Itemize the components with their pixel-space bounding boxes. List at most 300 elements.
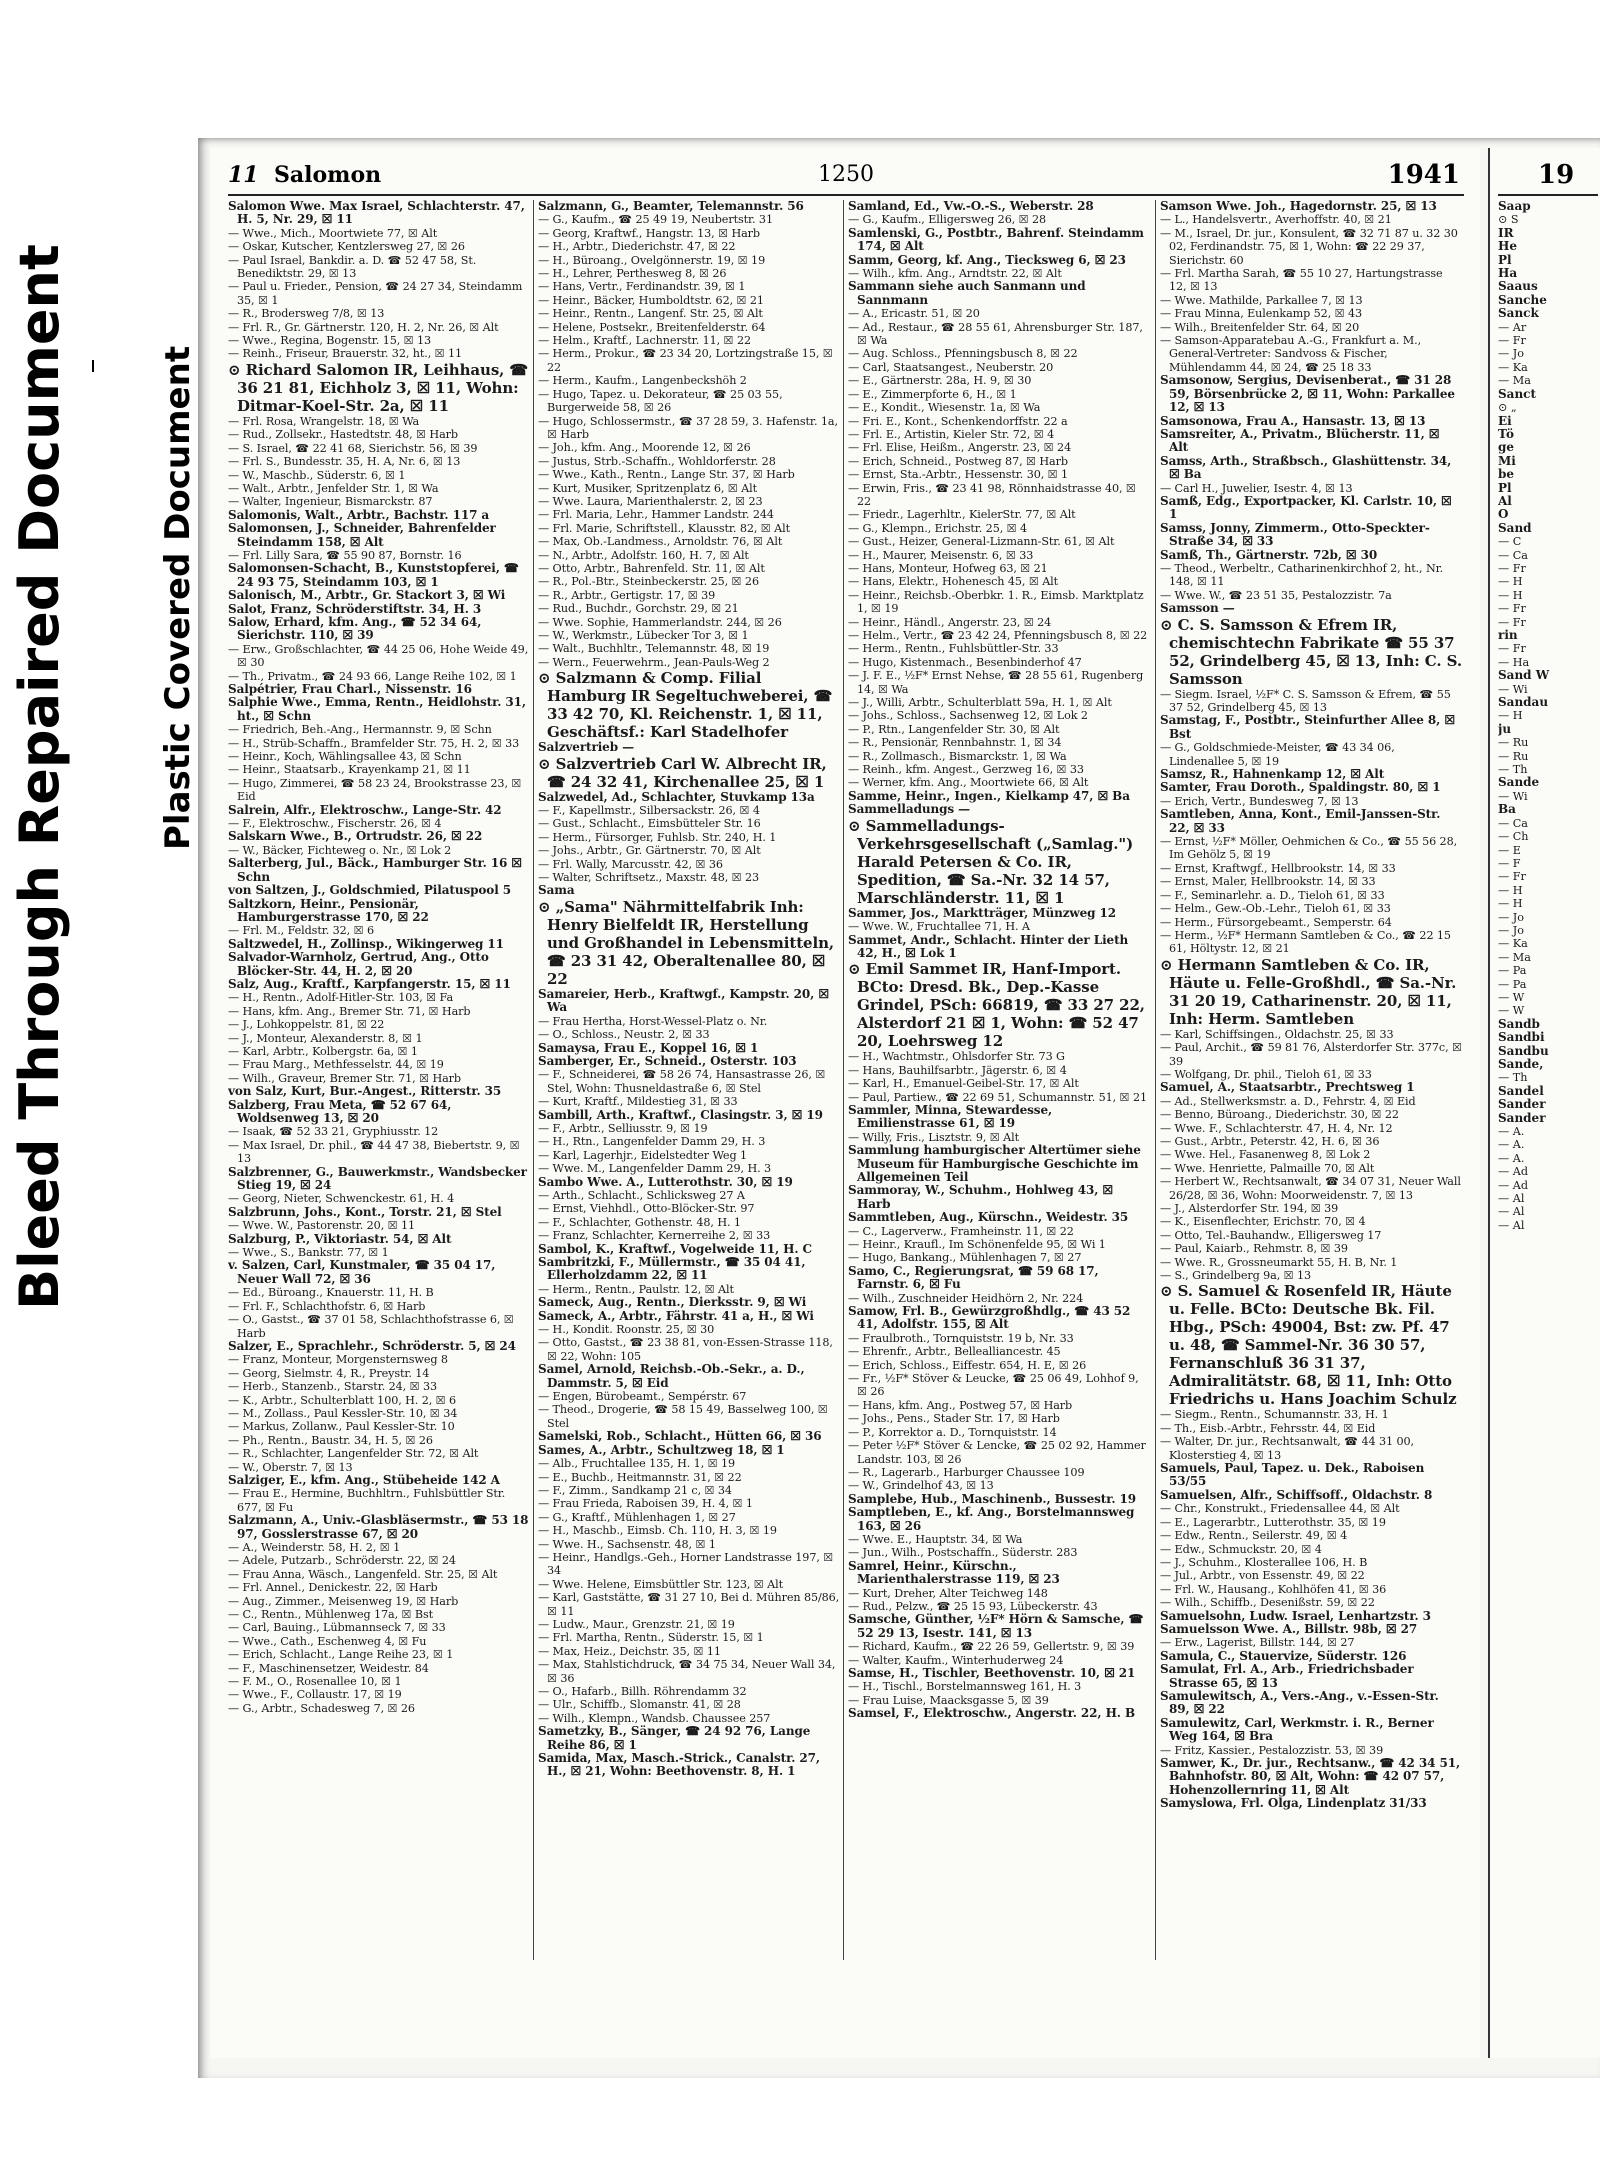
column-4 [1160, 200, 1462, 1960]
directory-entry: — Herm., Rentn., Fuhlsbüttler-Str. 33 [848, 642, 1059, 656]
directory-entry: von Saltzen, J., Goldschmied, Pilatuspool 5 [228, 883, 511, 898]
directory-entry: — Paul u. Frieder., Pension, ☎ 24 27 34, Steindamm 35, ☒ 1 [228, 280, 523, 307]
directory-entry: Sammet, Andr., Schlacht. Hinter der Lieth 42, H., ☒ Lok 1 [848, 932, 1129, 960]
directory-entry: — Ernst, Viehhdl., Otto-Blöcker-Str. 97 [538, 1202, 755, 1216]
column-2 [538, 200, 840, 1960]
directory-entry: von Salz, Kurt, Bur.-Angest., Ritterstr. 35 [228, 1084, 502, 1099]
directory-entry: Salvador-Warnholz, Gertrud, Ang., Otto Blöcker-Str. 44, H. 2, ☒ 20 [228, 950, 489, 978]
adjacent-entry: — Ad [1498, 1178, 1528, 1192]
directory-entry: ⊙ S. Samuel & Rosenfeld IR, Häute u. Felle. BCto: Deutsche Bk. Fil. Hbg., PSch: 49004, Bst: zw. Pf. 47 u. 48, ☎ Sammel-Nr. 36 30 57, Fernanschluß 36 31 37, Admiralitätstr. 68, ☒ 11, Inh: Otto Friedrichs u. Hans Joachim Schulz [1160, 1282, 1457, 1409]
directory-entry: — Karl, Gaststätte, ☎ 31 27 10, Bei d. Mühren 85/86, ☒ 11 [538, 1591, 840, 1618]
column-1 [228, 200, 530, 1960]
adjacent-entry: — Ch [1498, 830, 1529, 844]
directory-entry: — Otto, Gastst., ☎ 23 38 81, von-Essen-Strasse 118, ☒ 22, Wohn: 105 [538, 1336, 833, 1363]
directory-entry: Samsche, Günther, ½F* Hörn & Samsche, ☎ 52 29 13, Isestr. 141, ☒ 13 [848, 1612, 1144, 1640]
directory-entry: — R., Schlachter, Langenfelder Str. 72, ☒ Alt [228, 1447, 479, 1461]
bleed-through-notice: Bleed Through Repaired Document [8, 244, 71, 1310]
directory-entry: — Wwe. Laura, Marienthalerstr. 2, ☒ 23 [538, 494, 763, 508]
directory-entry: Salonisch, M., Arbtr., Gr. Stackort 3, ☒ Wi [228, 588, 506, 603]
directory-entry: Sammann siehe auch Sanmann und Sannmann [848, 279, 1086, 307]
directory-entry: — Helm., Kraftf., Lachnerstr. 11, ☒ 22 [538, 334, 751, 348]
directory-entry: — Otto, Arbtr., Bahrenfeld. Str. 11, ☒ Alt [538, 561, 765, 575]
directory-entry: Samwer, K., Dr. jur., Rechtsanw., ☎ 42 34 51, Bahnhofstr. 80, ☒ Alt, Wohn: ☎ 42 07 57, Hohenzollernring 11, ☒ Alt [1160, 1756, 1461, 1797]
adjacent-entry: — Ca [1498, 548, 1528, 562]
directory-entry: Samter, Frau Doroth., Spaldingstr. 80, ☒ 1 [1160, 780, 1441, 795]
directory-entry: — Hans, kfm. Ang., Bremer Str. 71, ☒ Harb [228, 1004, 471, 1018]
directory-entry: — Jun., Wilh., Postschaffn., Süderstr. 283 [848, 1546, 1078, 1560]
directory-entry: — Frl. Rosa, Wrangelstr. 18, ☒ Wa [228, 414, 420, 428]
directory-entry: — A., Ericastr. 51, ☒ 20 [848, 307, 980, 321]
directory-entry: Salomon Wwe. Max Israel, Schlachterstr. 47, H. 5, Nr. 29, ☒ 11 [228, 200, 525, 227]
directory-entry: — H., Büroang., Ovelgönnerstr. 19, ☒ 19 [538, 253, 766, 267]
directory-entry: — Ed., Büroang., Knauerstr. 11, H. B [228, 1286, 434, 1300]
directory-entry: — Erich, Schloss., Eiffestr. 654, H. E, ☒ 26 [848, 1358, 1087, 1372]
directory-entry: Samsel, F., Elektroschw., Angerstr. 22, H. B [848, 1706, 1136, 1721]
directory-page [210, 148, 1480, 2058]
adjacent-entry: — Jo [1498, 347, 1524, 361]
directory-entry: — H., Kondit. Roonstr. 25, ☒ 30 [538, 1323, 715, 1337]
adjacent-entry: Saaus [1498, 279, 1538, 294]
adjacent-entry: — E [1498, 843, 1521, 857]
adjacent-entry: Sande, [1498, 1057, 1544, 1071]
running-name: Salomon [274, 162, 382, 188]
directory-entry: — Engen, Bürobeamt., Sempérstr. 67 [538, 1390, 747, 1404]
directory-entry: Sameck, Aug., Rentn., Dierksstr. 9, ☒ Wi [538, 1295, 807, 1310]
directory-entry: — Johs., Pens., Stader Str. 17, ☒ Harb [848, 1412, 1060, 1426]
directory-entry: Salot, Franz, Schröderstiftstr. 34, H. 3 [228, 601, 482, 616]
adjacent-entry: Sander [1498, 1110, 1546, 1125]
directory-entry: — Walter, Schriftsetz., Maxstr. 48, ☒ 23 [538, 871, 760, 885]
directory-entry: Samsson — [1160, 601, 1235, 616]
directory-entry: — O., Schloss., Neustr. 2, ☒ 33 [538, 1028, 710, 1042]
directory-entry: — Herm., ½F* Hermann Samtleben & Co., ☎ 22 15 61, Höltystr. 12, ☒ 21 [1160, 928, 1451, 956]
directory-entry: Samel, Arnold, Reichsb.-Ob.-Sekr., a. D., Dammstr. 5, ☒ Eid [538, 1362, 805, 1390]
directory-entry: — F., Maschinensetzer, Weidestr. 84 [228, 1661, 429, 1675]
adjacent-entry: — W [1498, 990, 1525, 1004]
directory-entry: — Adele, Putzarb., Schröderstr. 22, ☒ 24 [228, 1554, 456, 1568]
directory-entry: — G., Kaufm., ☎ 25 49 19, Neubertstr. 31 [538, 213, 773, 227]
directory-entry: — Herm., Kaufm., Langenbeckshöh 2 [538, 374, 747, 388]
directory-entry: — E., Kondit., Wiesenstr. 1a, ☒ Wa [848, 401, 1041, 415]
directory-entry: Samland, Ed., Vw.-O.-S., Weberstr. 28 [848, 200, 1094, 213]
directory-entry: — Frl. S., Bundesstr. 35, H. A, Nr. 6, ☒ 13 [228, 455, 461, 469]
directory-entry: — Heinr., Bäcker, Humboldtstr. 62, ☒ 21 [538, 293, 764, 307]
adjacent-entry: Sanct [1498, 386, 1537, 401]
directory-entry: — Edw., Schmuckstr. 20, ☒ 4 [1160, 1542, 1322, 1556]
directory-entry: — Frl. Lilly Sara, ☎ 55 90 87, Bornstr. 16 [228, 548, 462, 562]
directory-entry: — Frl. Elise, Heißm., Angerstr. 23, ☒ 24 [848, 441, 1072, 455]
adjacent-entry: Sander [1498, 1097, 1546, 1112]
directory-entry: Salomonis, Walt., Arbtr., Bachstr. 117 a [228, 507, 490, 522]
directory-entry: — Wwe. W., ☎ 23 51 35, Pestalozzistr. 7a [1160, 588, 1392, 602]
adjacent-entry: — Fr [1498, 561, 1526, 575]
directory-entry: — Wwe. Sophie, Hammerlandstr. 244, ☒ 26 [538, 615, 782, 629]
column-3 [848, 200, 1150, 1960]
directory-entry: — Siegm. Israel, ½F* C. S. Samsson & Efrem, ☎ 55 37 52, Grindelberg 45, ☒ 13 [1160, 687, 1451, 714]
directory-entry: — Wwe. W., Pastorenstr. 20, ☒ 11 [228, 1219, 416, 1233]
directory-entry: — Aug. Schloss., Pfenningsbusch 8, ☒ 22 [848, 347, 1078, 361]
directory-entry: — Kurt, Dreher, Alter Teichweg 148 [848, 1586, 1048, 1600]
directory-entry: Samuels, Paul, Tapez. u. Dek., Raboisen 53/55 [1160, 1461, 1425, 1489]
directory-entry: — Herm., Rentn., Paulstr. 12, ☒ Alt [538, 1282, 734, 1296]
directory-entry: — Frl. Maria, Lehr., Hammer Landstr. 244 [538, 508, 774, 522]
directory-entry: — Rud., Pelzw., ☎ 25 15 93, Lübeckerstr. 43 [848, 1599, 1098, 1613]
directory-entry: Samplebe, Hub., Maschinenb., Bussestr. 19 [848, 1491, 1136, 1506]
adjacent-entry: Sandb [1498, 1016, 1540, 1031]
directory-entry: — F., Elektroschw., Fischerstr. 26, ☒ 4 [228, 817, 442, 831]
directory-entry: — Wwe. R., Grossneumarkt 55, H. B, Nr. 1 [1160, 1255, 1398, 1269]
adjacent-entry: Sand W [1498, 668, 1550, 683]
directory-entry: — Chr., Konstrukt., Friedensallee 44, ☒ Alt [1160, 1502, 1400, 1516]
directory-entry: — Herbert W., Rechtsanwalt, ☎ 34 07 31, Neuer Wall 26/28, ☒ 36, Wohn: Moorweidenstr. 7, ☒ 13 [1160, 1175, 1461, 1202]
directory-entry: — Wilh., Breitenfelder Str. 64, ☒ 20 [1160, 320, 1360, 334]
directory-entry: Saltzwedel, H., Zollinsp., Wikingerweg 11 [228, 936, 504, 951]
directory-entry: Salomonsen, J., Schneider, Bahrenfelder Steindamm 158, ☒ Alt [228, 521, 496, 549]
directory-entry: Sambritzki, F., Müllermstr., ☎ 35 04 41, Ellerholzdamm 22, ☒ 11 [538, 1255, 806, 1283]
directory-entry: ⊙ Richard Salomon IR, Leihhaus, ☎ 36 21 81, Eichholz 3, ☒ 11, Wohn: Ditmar-Koel-Str. 2a, ☒ 11 [228, 360, 529, 415]
directory-entry: — Frl. Marie, Schriftstell., Klausstr. 82, ☒ Alt [538, 521, 791, 535]
directory-entry: ⊙ Emil Sammet IR, Hanf-Import. BCto: Dresd. Bk., Dep.-Kasse Grindel, PSch: 66819, ☎ 33 27 22, Alsterdorf 21 ☒ 1, Wohn: ☎ 52 47 20, Loehrsweg 12 [848, 960, 1145, 1051]
adjacent-entry: — Ma [1498, 374, 1531, 388]
adjacent-entry: — Ru [1498, 749, 1529, 763]
directory-entry: ⊙ Hermann Samtleben & Co. IR, Häute u. Felle-Großhdl., ☎ Sa.-Nr. 31 20 19, Catharinenstr. 20, ☒ 11, Inh: Herm. Samtleben [1160, 955, 1457, 1028]
directory-entry: — Frl. Annel., Denickestr. 22, ☒ Harb [228, 1581, 438, 1595]
directory-entry: — Ludw., Maur., Grenzstr. 21, ☒ 19 [538, 1617, 735, 1631]
adjacent-entry: Al [1498, 493, 1512, 508]
directory-entry: — S., Grindelberg 9a, ☒ 13 [1160, 1269, 1312, 1283]
directory-entry: — Wwe. F., Schlachterstr. 47, H. 4, Nr. 12 [1160, 1121, 1393, 1135]
directory-entry: Samow, Frl. B., Gewürzgroßhdlg., ☎ 43 52 41, Adolfstr. 155, ☒ Alt [848, 1304, 1131, 1332]
directory-entry: — J., Alsterdorfer Str. 194, ☒ 39 [1160, 1202, 1339, 1215]
directory-entry: — J., Schuhm., Klosterallee 106, H. B [1160, 1555, 1368, 1569]
directory-entry: — Walter, Kaufm., Winterhuderweg 24 [848, 1653, 1064, 1667]
directory-entry: — Georg, Nieter, Schwenckestr. 61, H. 4 [228, 1192, 455, 1206]
adjacent-entry: — H [1498, 588, 1523, 602]
directory-entry: — Carl, Bauing., Lübmannseck 7, ☒ 33 [228, 1621, 446, 1635]
adjacent-entry: IR [1498, 225, 1514, 240]
directory-entry: — Herm., Fürsorgebeamt., Semperstr. 64 [1160, 915, 1392, 929]
adjacent-entry: — Pa [1498, 977, 1527, 991]
directory-entry: — H., Arbtr., Diederichstr. 47, ☒ 22 [538, 240, 736, 254]
directory-entry: — Hans, Elektr., Hohenesch 45, ☒ Alt [848, 575, 1059, 589]
directory-entry: — Helm., Vertr., ☎ 23 42 24, Pfenningsbusch 8, ☒ 22 [848, 629, 1148, 642]
directory-entry: — Frau Hertha, Horst-Wessel-Platz o. Nr. [538, 1014, 768, 1028]
directory-entry: Samida, Max, Masch.-Strick., Canalstr. 27, H., ☒ 21, Wohn: Beethovenstr. 8, H. 1 [538, 1751, 820, 1779]
directory-entry: — Max Israel, Dr. phil., ☎ 44 47 38, Biebertstr. 9, ☒ 13 [228, 1138, 520, 1166]
directory-entry: — Ernst, Maler, Hellbrookstr. 14, ☒ 33 [1160, 875, 1376, 889]
directory-entry: — Alb., Fruchtallee 135, H. 1, ☒ 19 [538, 1457, 736, 1471]
directory-entry: — Erich, Schlacht., Lange Reihe 23, ☒ 1 [228, 1648, 454, 1662]
directory-entry: — Reinh., kfm. Angest., Gerzweg 16, ☒ 33 [848, 763, 1084, 777]
directory-entry: Samsonow, Sergius, Devisenberat., ☎ 31 28 59, Börsenbrücke 2, ☒ 11, Wohn: Parkallee 12, ☒ 13 [1160, 373, 1455, 415]
directory-entry: — E., Zimmerpforte 6, H., ☒ 1 [848, 387, 1017, 401]
column-divider [533, 200, 534, 1960]
directory-entry: — Frau Minna, Eulenkamp 52, ☒ 43 [1160, 307, 1363, 321]
adjacent-entry: be [1498, 467, 1515, 482]
directory-entry: Saltzkorn, Heinr., Pensionär, Hamburgerstrasse 170, ☒ 22 [228, 896, 429, 924]
page-header [228, 162, 1468, 192]
directory-entry: — Paul, Kaiarb., Rehmstr. 8, ☒ 39 [1160, 1242, 1348, 1256]
directory-entry: — Wolfgang, Dr. phil., Tieloh 61, ☒ 33 [1160, 1067, 1372, 1081]
directory-entry: — Frl. E., Artistin, Kieler Str. 72, ☒ 4 [848, 427, 1055, 441]
running-number: 11 [228, 162, 259, 188]
directory-entry: Salz, Aug., Kraftf., Karpfangerstr. 15, ☒ 11 [228, 976, 511, 991]
directory-entry: — G., Kaufm., Elligersweg 26, ☒ 28 [848, 213, 1047, 227]
directory-entry: — Karl, H., Emanuel-Geibel-Str. 17, ☒ Alt [848, 1077, 1079, 1091]
directory-entry: — Oskar, Kutscher, Kentzlersweg 27, ☒ 26 [228, 240, 465, 254]
plastic-covered-notice: Plastic Covered Document [158, 345, 198, 850]
directory-entry: — Wilh., Graveur, Bremer Str. 71, ☒ Harb [228, 1071, 461, 1085]
directory-entry: Samsreiter, A., Privatm., Blücherstr. 11, ☒ Alt [1160, 426, 1440, 455]
directory-entry: — H., Wachtmstr., Ohlsdorfer Str. 73 G [848, 1050, 1065, 1064]
directory-entry: — Wwe., Regina, Bogenstr. 15, ☒ 13 [228, 334, 432, 348]
directory-entry: — Wwe., Kath., Rentn., Lange Str. 37, ☒ Harb [538, 468, 795, 482]
directory-entry: — Frl. Wally, Marcusstr. 42, ☒ 36 [538, 857, 723, 871]
directory-entry: — W., Bäcker, Fichteweg o. Nr., ☒ Lok 2 [228, 843, 452, 857]
directory-entry: — Frl. M., Feldstr. 32, ☒ 6 [228, 924, 374, 938]
directory-entry: — A., Weinderstr. 58, H. 2, ☒ 1 [228, 1541, 401, 1554]
directory-entry: — H., Lehrer, Perthesweg 8, ☒ 26 [538, 267, 727, 281]
directory-entry: — R., Lagerarb., Harburger Chaussee 109 [848, 1465, 1085, 1479]
directory-entry: Samstag, F., Postbtr., Steinfurther Allee 8, ☒ Bst [1160, 713, 1455, 741]
directory-entry: — Ulr., Schiffb., Slomanstr. 41, ☒ 28 [538, 1698, 741, 1712]
directory-entry: — Rud., Zollsekr., Hastedtstr. 48, ☒ Harb [228, 428, 458, 442]
directory-entry: Salzburg, P., Viktoriastr. 54, ☒ Alt [228, 1231, 452, 1246]
adjacent-entry: Ei [1498, 413, 1512, 428]
adjacent-entry: O [1498, 507, 1509, 522]
directory-entry: — F., Schneiderei, ☎ 58 26 74, Hansastrasse 26, ☒ Stel, Wohn: Thusneldastraße 6, ☒ Stel [538, 1068, 826, 1095]
directory-entry: Sammelladungs — [848, 802, 971, 817]
column-divider [843, 200, 844, 1960]
directory-entry: Samse, H., Tischler, Beethovenstr. 10, ☒ 21 [848, 1666, 1136, 1680]
directory-entry: — H., Maurer, Meisenstr. 6, ☒ 33 [848, 548, 1034, 562]
adjacent-entry: — H [1498, 575, 1523, 589]
directory-entry: — Benno, Büroang., Diederichstr. 30, ☒ 22 [1160, 1108, 1399, 1122]
directory-entry: Salzbrenner, G., Bauwerkmstr., Wandsbecker Stieg 19, ☒ 24 [228, 1164, 527, 1193]
adjacent-entry: — Fr [1498, 334, 1526, 348]
directory-entry: — K., Eisenflechter, Erichstr. 70, ☒ 4 [1160, 1215, 1366, 1229]
adjacent-entry: Mi [1498, 453, 1516, 468]
directory-entry: Samlenski, G., Postbtr., Bahrenf. Steindamm 174, ☒ Alt [848, 225, 1144, 254]
directory-entry: — Edw., Rentn., Seilerstr. 49, ☒ 4 [1160, 1529, 1348, 1543]
directory-entry: — F., Zimm., Sandkamp 21 c, ☒ 34 [538, 1483, 732, 1497]
adjacent-entry: — Fr [1498, 870, 1526, 884]
directory-entry: — Heinr., Händl., Angerstr. 23, ☒ 24 [848, 615, 1052, 629]
directory-entry: — Carl H., Juwelier, Isestr. 4, ☒ 13 [1160, 481, 1353, 495]
directory-entry: — Wwe., F., Collaustr. 17, ☒ 19 [228, 1688, 402, 1702]
directory-entry: — Ernst, Sta.-Arbtr., Hessenstr. 30, ☒ 1 [848, 468, 1069, 482]
directory-entry: — Gust., Heizer, General-Lizmann-Str. 61, ☒ Alt [848, 535, 1115, 549]
adjacent-entry: ge [1498, 440, 1515, 455]
directory-entry: — Joh., kfm. Ang., Moorende 12, ☒ 26 [538, 441, 751, 455]
directory-entry: Sambol, K., Kraftwf., Vogelweide 11, H. C [538, 1241, 812, 1256]
directory-entry: Samß, Th., Gärtnerstr. 72b, ☒ 30 [1160, 547, 1378, 562]
directory-entry: — Walter, Dr. jur., Rechtsanwalt, ☎ 44 31 00, Klosterstieg 4, ☒ 13 [1160, 1435, 1414, 1462]
directory-entry: — Helene, Postsekr., Breitenfelderstr. 64 [538, 320, 766, 334]
directory-entry: — Friedr., Lagerhltr., KielerStr. 77, ☒ Alt [848, 508, 1076, 522]
adjacent-entry: Sanck [1498, 306, 1539, 321]
directory-entry: — Otto, Tel.-Bauhandw., Elligersweg 17 [1160, 1228, 1382, 1242]
adjacent-entry: — H [1498, 897, 1523, 911]
directory-entry: — Erich, Schneid., Postweg 87, ☒ Harb [848, 454, 1068, 468]
adjacent-entry: Sandbi [1498, 1030, 1545, 1045]
directory-entry: — J. F. E., ½F* Ernst Nehse, ☎ 28 55 61, Rugenberg 14, ☒ Wa [848, 669, 1144, 696]
adjacent-page-edge [1488, 148, 1600, 2058]
directory-entry: Salzberg, Frau Meta, ☎ 52 67 64, Woldsenweg 13, ☒ 20 [228, 1097, 452, 1125]
directory-entry: — Wwe. Mathilde, Parkallee 7, ☒ 13 [1160, 293, 1363, 307]
directory-entry: — Ernst, ½F* Möller, Oehmichen & Co., ☎ 55 56 28, Im Gehölz 5, ☒ 19 [1160, 835, 1458, 862]
adjacent-entry: ju [1498, 721, 1512, 736]
directory-entry: — H., Rtn., Langenfelder Damm 29, H. 3 [538, 1135, 766, 1149]
directory-entry: — L., Handelsvertr., Averhoffstr. 40, ☒ 21 [1160, 213, 1392, 227]
adjacent-entry: ⊙ „ [1498, 401, 1517, 415]
directory-entry: — Siegm., Rentn., Schumannstr. 33, H. 1 [1160, 1408, 1389, 1422]
directory-entry: Salzmann, A., Univ.-Glasbläsermstr., ☎ 53 18 97, Gosslerstrasse 67, ☒ 20 [228, 1513, 529, 1541]
directory-entry: — Frau Marg., Methfesselstr. 44, ☒ 19 [228, 1058, 444, 1072]
scan-notice-tick [92, 360, 94, 372]
year: 1941 [1387, 160, 1460, 190]
directory-entry: Salzwedel, Ad., Schlachter, Stuvkamp 13a [538, 789, 815, 804]
directory-entry: — E., Lagerarbtr., Lutterothstr. 35, ☒ 19 [1160, 1515, 1386, 1529]
directory-entry: — Paul, Partiew., ☎ 22 69 51, Schumannstr. 51, ☒ 21 [848, 1090, 1147, 1104]
directory-entry: — Ernst, Kraftwgf., Hellbrookstr. 14, ☒ 33 [1160, 861, 1396, 875]
directory-entry: Samuel, A., Staatsarbtr., Prechtsweg 1 [1160, 1080, 1415, 1095]
adjacent-entry: Sandau [1498, 695, 1549, 710]
adjacent-entry: Saap [1498, 200, 1531, 213]
directory-entry: Samberger, Er., Schneid., Osterstr. 103 [538, 1053, 797, 1068]
directory-entry: Samtleben, Anna, Kont., Emil-Janssen-Str. 22, ☒ 33 [1160, 807, 1441, 835]
directory-entry: ⊙ Salzmann & Comp. Filial Hamburg IR Segeltuchweberei, ☎ 33 42 70, Kl. Reichenstr. 1, ☒ 11, Geschäftsf.: Karl Stadelhofer [538, 669, 833, 742]
directory-entry: — Hugo, Kistenmach., Besenbinderhof 47 [848, 655, 1082, 669]
directory-entry: — P., Rtn., Langenfelder Str. 30, ☒ Alt [848, 722, 1060, 736]
directory-entry: Sambill, Arth., Kraftwf., Clasingstr. 3, ☒ 19 [538, 1107, 823, 1122]
directory-entry: Salzer, E., Sprachlehr., Schröderstr. 5, ☒ 24 [228, 1338, 516, 1353]
directory-entry: — C., Lagerverw., Framheinstr. 11, ☒ 22 [848, 1224, 1074, 1238]
directory-entry: Salphie Wwe., Emma, Rentn., Heidlohstr. 31, ht., ☒ Schn [228, 695, 526, 723]
directory-entry: Samaysa, Frau E., Koppel 16, ☒ 1 [538, 1040, 759, 1055]
directory-entry: — K., Arbtr., Schulterblatt 100, H. 2, ☒ 6 [228, 1393, 457, 1407]
directory-entry: Sammoray, W., Schuhm., Hohlweg 43, ☒ Harb [848, 1183, 1114, 1211]
directory-entry: Sama [538, 883, 575, 898]
directory-entry: — J., Lohkoppelstr. 81, ☒ 22 [228, 1018, 385, 1032]
adjacent-entry: — Al [1498, 1192, 1525, 1206]
directory-entry: Samo, C., Regierungsrat, ☎ 59 68 17, Farnstr. 6, ☒ Fu [848, 1263, 1099, 1292]
directory-entry: — Max, Ob.-Landmess., Arnoldstr. 76, ☒ Alt [538, 535, 783, 549]
directory-entry: — P., Korrektor a. D., Tornquiststr. 14 [848, 1425, 1057, 1439]
directory-entry: — Georg, Sielmstr. 4, R., Preystr. 14 [228, 1366, 430, 1380]
directory-entry: — Heinr., Reichsb.-Oberbkr. 1. R., Eimsb. Marktplatz 1, ☒ 19 [848, 588, 1144, 616]
directory-entry: Salow, Erhard, kfm. Ang., ☎ 52 34 64, Sierichstr. 110, ☒ 39 [228, 614, 482, 643]
adjacent-entry: — F [1498, 856, 1521, 870]
directory-entry: Salskarn Wwe., B., Ortrudstr. 26, ☒ 22 [228, 829, 483, 844]
directory-entry: — Franz, Schlachter, Kernerreihe 2, ☒ 33 [538, 1229, 771, 1243]
adjacent-entry: Ba [1498, 802, 1516, 817]
directory-entry: — Wern., Feuerwehrm., Jean-Pauls-Weg 2 [538, 655, 770, 669]
directory-entry: — Frl. F., Schlachthofstr. 6, ☒ Harb [228, 1299, 426, 1313]
directory-entry: — Erw., Großschlachter, ☎ 44 25 06, Hohe Weide 49, ☒ 30 [228, 642, 529, 670]
directory-entry: — Herm., Prokur., ☎ 23 34 20, Lortzingstraße 15, ☒ 22 [538, 347, 833, 374]
directory-entry: — Heinr., Koch, Wählingsallee 43, ☒ Schn [228, 750, 462, 764]
directory-entry: — Wwe. M., Langenfelder Damm 29, H. 3 [538, 1162, 772, 1176]
directory-entry: Samrel, Heinr., Kürschn., Marienthalerstrasse 119, ☒ 23 [848, 1558, 1060, 1587]
directory-entry: — Wwe. W., Fruchtallee 71, H. A [848, 920, 1030, 934]
adjacent-entry: — Ma [1498, 950, 1531, 964]
directory-entry: ⊙ „Sama" Nährmittelfabrik Inh: Henry Bielfeldt IR, Herstellung und Großhandel in Lebensmitteln, ☎ 23 31 42, Oberaltenallee 80, ☒ 22 [538, 897, 835, 988]
directory-entry: — Wwe. Hel., Fasanenweg 8, ☒ Lok 2 [1160, 1148, 1371, 1162]
directory-entry: — Frl. W., Hausang., Kohlhöfen 41, ☒ 36 [1160, 1582, 1387, 1596]
directory-entry: — Herb., Stanzenb., Starstr. 24, ☒ 33 [228, 1380, 437, 1394]
adjacent-entry: Tö [1498, 426, 1515, 441]
directory-entry: — N., Arbtr., Adolfstr. 160, H. 7, ☒ Alt [538, 548, 749, 562]
adjacent-entry: — Th [1498, 1071, 1528, 1085]
adjacent-entry: — H [1498, 883, 1523, 897]
directory-entry: — Kurt, Kraftf., Mildestieg 31, ☒ 33 [538, 1095, 738, 1109]
directory-entry: — Erwin, Fris., ☎ 23 41 98, Rönnhaidstrasse 40, ☒ 22 [848, 481, 1136, 508]
directory-entry: — Heinr., Handlgs.-Geh., Horner Landstrasse 197, ☒ 34 [538, 1550, 834, 1578]
directory-entry: — Franz, Monteur, Morgensternsweg 8 [228, 1353, 448, 1367]
directory-entry: — Ad., Restaur., ☎ 28 55 61, Ahrensburger Str. 187, ☒ Wa [848, 320, 1143, 348]
directory-entry: — Willy, Fris., Lisztstr. 9, ☒ Alt [848, 1130, 1019, 1144]
directory-entry: — Heinr., Kraufl., Im Schönenfelde 95, ☒ Wi 1 [848, 1238, 1106, 1251]
directory-entry: — M., Zollass., Paul Kessler-Str. 10, ☒ 34 [228, 1406, 458, 1420]
directory-entry: — Ehrenfr., Arbtr., Bellealliancestr. 45 [848, 1345, 1061, 1359]
directory-entry: — F., Kapellmstr., Silbersackstr. 26, ☒ 4 [538, 804, 760, 818]
directory-entry: — F., Seminarlehr. a. D., Tieloh 61, ☒ 33 [1160, 888, 1385, 902]
directory-entry: — M., Israel, Dr. jur., Konsulent, ☎ 32 71 87 u. 32 30 02, Ferdinandstr. 75, ☒ 1, Wohn: ☎ 22 29 37, Sierichstr. 60 [1160, 226, 1458, 267]
adjacent-entry: — Ar [1498, 320, 1527, 334]
directory-entry: — Karl, Schiffsingen., Oldachstr. 25, ☒ 33 [1160, 1027, 1394, 1041]
adjacent-entry: — Wi [1498, 789, 1528, 803]
adjacent-entry: — Fr [1498, 642, 1526, 656]
directory-entry: — Wwe., Cath., Eschenweg 4, ☒ Fu [228, 1634, 427, 1648]
directory-entry: — Frau Anna, Wäsch., Langenfeld. Str. 25, ☒ Alt [228, 1567, 498, 1581]
directory-entry: — C., Rentn., Mühlenweg 17a, ☒ Bst [228, 1608, 434, 1622]
directory-entry: — Wwe. Henriette, Palmaille 70, ☒ Alt [1160, 1161, 1375, 1175]
directory-entry: — Reinh., Friseur, Brauerstr. 32, ht., ☒ 11 [228, 347, 463, 361]
directory-entry: Samulewitz, Carl, Werkmstr. i. R., Berner Weg 164, ☒ Bra [1160, 1715, 1434, 1744]
directory-entry: — Paul Israel, Bankdir. a. D. ☎ 52 47 58, St. Benediktstr. 29, ☒ 13 [228, 253, 477, 281]
directory-entry: — Heinr., Rentn., Langenf. Str. 25, ☒ Alt [538, 307, 763, 321]
directory-entry: — Aug., Zimmer., Meisenweg 19, ☒ Harb [228, 1594, 459, 1608]
adjacent-entry: Sandel [1498, 1083, 1544, 1098]
directory-entry: — Frau Luise, Maacksgasse 5, ☒ 39 [848, 1693, 1049, 1707]
adjacent-entry: — Wi [1498, 682, 1528, 696]
adjacent-entry: — Ru [1498, 736, 1529, 750]
directory-entry: — Hugo, Zimmerei, ☎ 58 23 24, Brookstrasse 23, ☒ Eid [228, 776, 522, 804]
directory-entry: — Erich, Vertr., Bundesweg 7, ☒ 13 [1160, 794, 1359, 808]
adjacent-entry: — A. [1498, 1151, 1525, 1165]
adjacent-entry: — Fr [1498, 602, 1526, 616]
directory-entry: Sammer, Jos., Marktträger, Münzweg 12 [848, 905, 1117, 920]
directory-entry: — E., Buchb., Heitmannstr. 31, ☒ 22 [538, 1470, 742, 1484]
adjacent-entry: — Ad [1498, 1165, 1528, 1179]
directory-entry: Samelski, Rob., Schlacht., Hütten 66, ☒ 36 [538, 1429, 822, 1444]
directory-entry: — Friedrich, Beh.-Ang., Hermannstr. 9, ☒ Schn [228, 723, 492, 737]
directory-entry: — Wwe. Helene, Eimsbüttler Str. 123, ☒ Alt [538, 1577, 784, 1591]
adjacent-entry: — C [1498, 535, 1522, 549]
directory-entry: — F. M., O., Rosenallee 10, ☒ 1 [228, 1675, 402, 1689]
directory-entry: — R., Brodersweg 7/8, ☒ 13 [228, 307, 385, 321]
directory-entry: — Johs., Schloss., Sachsenweg 12, ☒ Lok 2 [848, 709, 1088, 723]
directory-entry: — Hans, kfm. Ang., Postweg 57, ☒ Harb [848, 1398, 1073, 1412]
directory-columns [228, 200, 1464, 1960]
directory-entry: — Herm., Fürsorger, Fuhlsb. Str. 240, H. 1 [538, 830, 777, 844]
adjacent-entry: — Ca [1498, 816, 1528, 830]
directory-entry: — H., Strüb-Schaffn., Bramfelder Str. 75, H. 2, ☒ 33 [228, 736, 520, 750]
directory-entry: Samss, Arth., Straßbsch., Glashüttenstr. 34, ☒ Ba [1160, 453, 1452, 482]
directory-entry: Sammler, Minna, Stewardesse, Emilienstrasse 61, ☒ 19 [848, 1102, 1053, 1131]
directory-entry: — Wwe. E., Hauptstr. 34, ☒ Wa [848, 1532, 1023, 1546]
